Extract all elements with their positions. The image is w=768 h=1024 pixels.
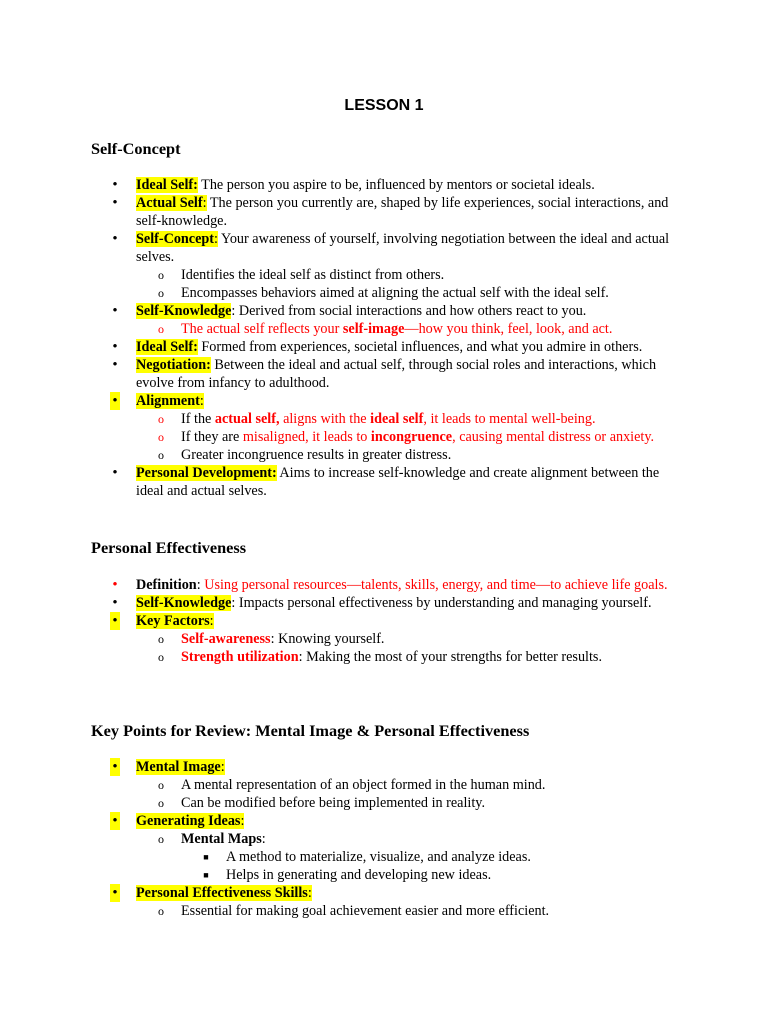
sub-item: o The actual self reflects your self-image—how you think, feel, look, and act. <box>158 321 613 337</box>
sub-sub-item <box>0 848 768 866</box>
term-self-knowledge: Self-Knowledge <box>136 595 232 611</box>
list-item-personal-development <box>0 464 768 500</box>
circle-bullet-icon: o <box>158 268 164 282</box>
circle-bullet-icon: o <box>158 286 164 300</box>
item-text: The person you aspire to be, influenced by mentors or societal ideals. <box>197 177 595 193</box>
sub-item: o If the actual self, aligns with the ideal self, it leads to mental well-being. <box>158 411 596 427</box>
sub-item: o Mental Maps: <box>158 831 266 847</box>
list-item-self-concept <box>0 230 768 266</box>
list-item-ideal-self <box>0 176 768 194</box>
list-item-self-knowledge <box>0 594 768 612</box>
sub-item-text: Essential for making goal achievement easier and more efficient. <box>181 903 550 919</box>
self-concept-list <box>0 176 768 500</box>
item-text: Aims to increase self-knowledge and create alignment between the ideal and actual selves. <box>136 465 660 499</box>
sub-item <box>0 266 768 284</box>
sub-sub-item <box>0 866 768 884</box>
sub-item-text: Identifies the ideal self as distinct from others. <box>181 267 445 283</box>
term-self-concept: Self-Concept: <box>136 231 218 247</box>
list-item-generating-ideas <box>0 812 768 830</box>
list-item-ideal-self-2 <box>0 338 768 356</box>
term-pe-skills: Personal Effectiveness Skills: <box>136 885 312 901</box>
list-item-self-knowledge <box>0 302 768 320</box>
sub-item <box>0 902 768 920</box>
list-item-actual-self <box>0 194 768 230</box>
term-definition: Definition <box>136 577 197 593</box>
list-item-alignment <box>0 392 768 410</box>
sub-item <box>0 794 768 812</box>
circle-bullet-icon: o <box>158 796 164 810</box>
bullet-icon: • <box>110 758 120 776</box>
item-text: The person you currently are, shaped by life experiences, social interactions, and self-knowledge. <box>136 195 669 229</box>
sub-item: o If they are misaligned, it leads to incongruence, causing mental distress or anxiety. <box>158 429 655 445</box>
term-personal-development: Personal Development: <box>136 465 277 481</box>
heading-self-concept: Self-Concept <box>91 139 181 158</box>
sub-item-text: Encompasses behaviors aimed at aligning the actual self with the ideal self. <box>181 285 609 301</box>
circle-bullet-icon: o <box>158 448 164 462</box>
circle-bullet-icon: o <box>158 632 164 646</box>
item-text: : Derived from social interactions and how others react to you. <box>231 303 587 319</box>
square-bullet-icon: ■ <box>203 870 209 880</box>
circle-bullet-icon: o <box>158 430 164 444</box>
sub-item: o Strength utilization: Making the most of your strengths for better results. <box>158 649 602 665</box>
bullet-icon: • <box>112 339 118 355</box>
term-actual-self: Actual Self: <box>136 195 207 211</box>
term-self-knowledge: Self-Knowledge <box>136 303 232 319</box>
bullet-icon: • <box>112 357 118 373</box>
bullet-icon: • <box>110 612 120 630</box>
bullet-icon: • <box>112 303 118 319</box>
list-item-mental-image <box>0 758 768 776</box>
term-key-factors: Key Factors: <box>136 613 214 629</box>
bullet-icon: • <box>112 231 118 247</box>
bullet-icon: • <box>112 465 118 481</box>
bullet-icon: • <box>112 195 118 211</box>
personal-effectiveness-list <box>0 576 768 666</box>
list-item-key-factors <box>0 612 768 630</box>
term-generating-ideas: Generating Ideas: <box>136 813 245 829</box>
sub-item <box>0 284 768 302</box>
bullet-icon: • <box>110 812 120 830</box>
circle-bullet-icon: o <box>158 904 164 918</box>
term-ideal-self: Ideal Self: <box>136 339 198 355</box>
item-text: : Impacts personal effectiveness by understanding and managing yourself. <box>231 595 652 611</box>
circle-bullet-icon: o <box>158 412 164 426</box>
sub-item-text: Greater incongruence results in greater distress. <box>181 447 452 463</box>
sub-item: o Self-awareness: Knowing yourself. <box>158 631 385 647</box>
list-item-definition: • Definition: Using personal resources—talents, skills, energy, and time—to achieve life goals. <box>0 576 768 594</box>
heading-key-points: Key Points for Review: Mental Image & Personal Effectiveness <box>91 721 530 740</box>
circle-bullet-icon: o <box>158 778 164 792</box>
bullet-icon: • <box>110 392 120 410</box>
list-item-pe-skills <box>0 884 768 902</box>
square-bullet-icon: ■ <box>203 852 209 862</box>
circle-bullet-icon: o <box>158 832 164 846</box>
term-ideal-self: Ideal Self: <box>136 177 198 193</box>
key-points-list <box>0 758 768 920</box>
sub-item-text: Can be modified before being implemented in reality. <box>181 795 486 811</box>
sub-item <box>0 776 768 794</box>
term-alignment: Alignment: <box>136 393 204 409</box>
item-text: Using personal resources—talents, skills, energy, and time—to achieve life goals. <box>204 577 668 593</box>
term-negotiation: Negotiation: <box>136 357 211 373</box>
bullet-icon: • <box>112 595 118 611</box>
lesson-title: LESSON 1 <box>344 97 424 114</box>
bullet-icon: • <box>112 177 118 193</box>
heading-personal-effectiveness: Personal Effectiveness <box>91 538 247 557</box>
list-item-negotiation <box>0 356 768 392</box>
bullet-icon: • <box>112 577 118 593</box>
item-text: Formed from experiences, societal influences, and what you admire in others. <box>197 339 643 355</box>
item-text: Your awareness of yourself, involving negotiation between the ideal and actual selves. <box>136 231 670 265</box>
term-mental-image: Mental Image: <box>136 759 225 775</box>
sub-item-text: A mental representation of an object formed in the human mind. <box>181 777 546 793</box>
item-text: Between the ideal and actual self, through social roles and interactions, which evolve from infancy to adulthood. <box>136 357 657 391</box>
circle-bullet-icon: o <box>158 650 164 664</box>
sub-sub-item-text: A method to materialize, visualize, and analyze ideas. <box>226 849 531 865</box>
sub-sub-item-text: Helps in generating and developing new ideas. <box>226 867 492 883</box>
sub-item <box>0 446 768 464</box>
circle-bullet-icon: o <box>158 322 164 336</box>
bullet-icon: • <box>110 884 120 902</box>
